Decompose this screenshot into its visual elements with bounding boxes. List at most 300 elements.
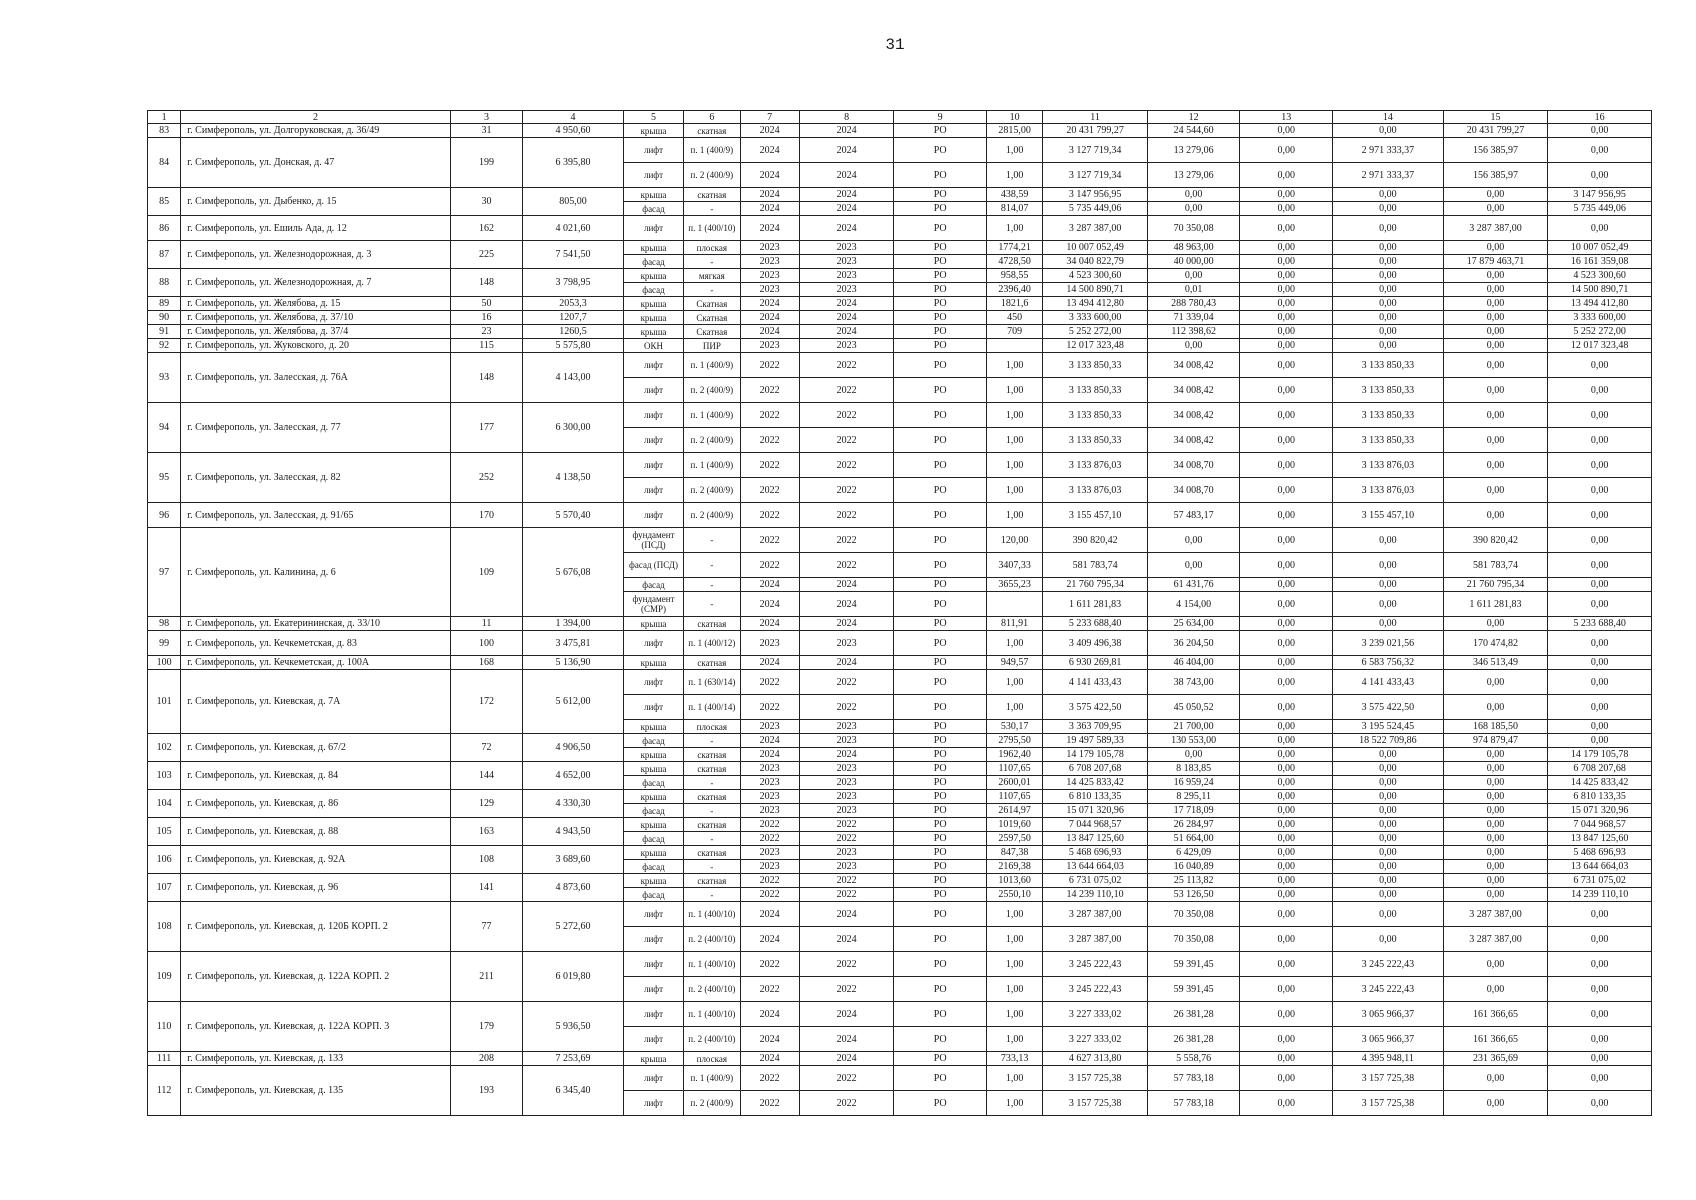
table-cell: 2023: [740, 846, 799, 860]
address-cell: г. Симферополь, ул. Екатерининская, д. 33/10: [181, 617, 451, 631]
table-cell: 3 065 966,37: [1333, 1002, 1444, 1027]
table-cell: 2024: [740, 578, 799, 592]
table-cell: 1,00: [986, 428, 1042, 453]
table-cell: крыша: [623, 325, 683, 339]
table-cell: 2022: [799, 553, 894, 578]
row-number-cell: 109: [148, 952, 181, 1002]
address-cell: г. Симферополь, ул. Дыбенко, д. 15: [181, 188, 451, 216]
table-cell: 17 718,09: [1147, 804, 1240, 818]
table-cell: 100: [450, 631, 522, 656]
table-cell: 0,00: [1333, 818, 1444, 832]
table-cell: 3 147 956,95: [1043, 188, 1148, 202]
table-cell: 1,00: [986, 1091, 1042, 1116]
table-cell: 2024: [740, 1027, 799, 1052]
table-cell: 2022: [799, 695, 894, 720]
table-cell: 0,00: [1333, 241, 1444, 255]
table-cell: 21 760 795,34: [1043, 578, 1148, 592]
table-cell: 3 245 222,43: [1043, 977, 1148, 1002]
table-cell: 8 295,11: [1147, 790, 1240, 804]
table-cell: 1,00: [986, 216, 1042, 241]
table-cell: -: [684, 888, 740, 902]
table-row: [148, 297, 1652, 311]
table-cell: 14 500 890,71: [1548, 283, 1652, 297]
table-cell: 2 971 333,37: [1333, 138, 1444, 163]
table-cell: 4 523 300,60: [1043, 269, 1148, 283]
table-cell: 38 743,00: [1147, 670, 1240, 695]
table-cell: лифт: [623, 1002, 683, 1027]
row-number-cell: 88: [148, 269, 181, 297]
table-row: [148, 124, 1652, 138]
table-cell: 0,00: [1240, 734, 1333, 748]
table-cell: 0,00: [1240, 720, 1333, 734]
table-cell: РО: [894, 578, 987, 592]
table-cell: крыша: [623, 297, 683, 311]
row-number-cell: 83: [148, 124, 181, 138]
table-cell: 2023: [799, 762, 894, 776]
table-cell: фундамент (СМР): [623, 592, 683, 617]
table-cell: 3 287 387,00: [1443, 902, 1548, 927]
table-cell: 4 950,60: [523, 124, 624, 138]
table-cell: фасад: [623, 860, 683, 874]
table-cell: 0,00: [1333, 297, 1444, 311]
table-cell: 1107,65: [986, 790, 1042, 804]
table-cell: 2023: [740, 776, 799, 790]
table-cell: 10 007 052,49: [1548, 241, 1652, 255]
table-cell: крыша: [623, 188, 683, 202]
table-cell: 70 350,08: [1147, 927, 1240, 952]
column-number: 7: [740, 111, 799, 124]
table-cell: 0,00: [1240, 762, 1333, 776]
address-cell: г. Симферополь, ул. Залесская, д. 91/65: [181, 503, 451, 528]
table-cell: 346 513,49: [1443, 656, 1548, 670]
table-cell: 733,13: [986, 1052, 1042, 1066]
table-cell: 4 906,50: [523, 734, 624, 762]
table-cell: 2597,50: [986, 832, 1042, 846]
table-cell: 2795,50: [986, 734, 1042, 748]
table-cell: п. 1 (400/10): [684, 1002, 740, 1027]
table-cell: 0,00: [1443, 874, 1548, 888]
table-cell: 6 345,40: [523, 1066, 624, 1116]
table-cell: 1013,60: [986, 874, 1042, 888]
table-cell: РО: [894, 748, 987, 762]
table-cell: 6 810 133,35: [1548, 790, 1652, 804]
table-cell: РО: [894, 216, 987, 241]
table-cell: -: [684, 734, 740, 748]
table-row: [148, 138, 1652, 163]
table-cell: 211: [450, 952, 522, 1002]
table-cell: п. 1 (400/12): [684, 631, 740, 656]
table-cell: РО: [894, 656, 987, 670]
table-cell: 40 000,00: [1147, 255, 1240, 269]
column-number: 15: [1443, 111, 1548, 124]
column-number: 4: [523, 111, 624, 124]
table-cell: РО: [894, 138, 987, 163]
table-cell: 0,00: [1240, 339, 1333, 353]
table-cell: -: [684, 553, 740, 578]
column-number: 11: [1043, 111, 1148, 124]
table-cell: 0,00: [1548, 631, 1652, 656]
table-cell: лифт: [623, 378, 683, 403]
table-cell: 2023: [740, 860, 799, 874]
table-cell: 0,00: [1240, 378, 1333, 403]
table-cell: 0,00: [1240, 528, 1333, 553]
table-cell: 2023: [799, 339, 894, 353]
table-cell: 3 133 876,03: [1333, 478, 1444, 503]
row-number-cell: 102: [148, 734, 181, 762]
table-cell: Скатная: [684, 297, 740, 311]
table-cell: 0,00: [1240, 695, 1333, 720]
table-cell: 13 279,06: [1147, 163, 1240, 188]
table-cell: 3407,33: [986, 553, 1042, 578]
table-cell: 34 040 822,79: [1043, 255, 1148, 269]
table-cell: РО: [894, 832, 987, 846]
table-cell: 949,57: [986, 656, 1042, 670]
table-cell: скатная: [684, 656, 740, 670]
table-cell: 0,00: [1240, 846, 1333, 860]
table-cell: 0,00: [1240, 790, 1333, 804]
table-cell: 2022: [740, 503, 799, 528]
table-cell: РО: [894, 269, 987, 283]
table-cell: 162: [450, 216, 522, 241]
table-cell: 2022: [740, 1091, 799, 1116]
table-cell: 2024: [740, 163, 799, 188]
table-cell: 0,00: [1548, 453, 1652, 478]
row-number-cell: 86: [148, 216, 181, 241]
table-cell: 3 333 600,00: [1043, 311, 1148, 325]
table-cell: 1019,60: [986, 818, 1042, 832]
table-cell: -: [684, 860, 740, 874]
table-cell: 0,00: [1548, 927, 1652, 952]
table-cell: РО: [894, 241, 987, 255]
address-cell: г. Симферополь, ул. Желябова, д. 15: [181, 297, 451, 311]
table-cell: РО: [894, 888, 987, 902]
table-cell: 4 652,00: [523, 762, 624, 790]
table-cell: 2022: [799, 478, 894, 503]
table-row: [148, 188, 1652, 202]
table-cell: 2053,3: [523, 297, 624, 311]
table-cell: 0,00: [1333, 888, 1444, 902]
table-cell: 2024: [799, 592, 894, 617]
table-cell: 0,00: [1443, 188, 1548, 202]
table-cell: 0,00: [1443, 241, 1548, 255]
table-cell: 13 494 412,80: [1043, 297, 1148, 311]
table-cell: 0,00: [1443, 1091, 1548, 1116]
row-number-cell: 89: [148, 297, 181, 311]
table-cell: 14 239 110,10: [1548, 888, 1652, 902]
table-cell: плоская: [684, 720, 740, 734]
table-cell: скатная: [684, 874, 740, 888]
table-cell: 3 227 333,02: [1043, 1002, 1148, 1027]
table-cell: 46 404,00: [1147, 656, 1240, 670]
table-cell: 2024: [740, 325, 799, 339]
table-cell: 709: [986, 325, 1042, 339]
row-number-cell: 103: [148, 762, 181, 790]
address-cell: г. Симферополь, ул. Киевская, д. 122А КОРП. 2: [181, 952, 451, 1002]
table-cell: 0,00: [1443, 1066, 1548, 1091]
table-cell: 5 558,76: [1147, 1052, 1240, 1066]
table-cell: фасад: [623, 888, 683, 902]
table-cell: п. 1 (400/9): [684, 403, 740, 428]
table-cell: 20 431 799,27: [1043, 124, 1148, 138]
table-cell: 0,00: [1240, 888, 1333, 902]
table-cell: 2024: [799, 124, 894, 138]
table-cell: 148: [450, 353, 522, 403]
table-cell: лифт: [623, 453, 683, 478]
table-cell: 16 959,24: [1147, 776, 1240, 790]
table-cell: РО: [894, 670, 987, 695]
row-number-cell: 85: [148, 188, 181, 216]
table-cell: 53 126,50: [1147, 888, 1240, 902]
table-cell: скатная: [684, 748, 740, 762]
table-cell: 0,00: [1333, 846, 1444, 860]
table-cell: 2022: [799, 1066, 894, 1091]
table-cell: 16 161 359,08: [1548, 255, 1652, 269]
table-cell: 2023: [799, 283, 894, 297]
table-row: [148, 846, 1652, 860]
table-row: [148, 670, 1652, 695]
table-row: [148, 311, 1652, 325]
table-row: [148, 902, 1652, 927]
table-cell: 3 245 222,43: [1333, 977, 1444, 1002]
address-cell: г. Симферополь, ул. Железнодорожная, д. 3: [181, 241, 451, 269]
table-cell: 13 644 664,03: [1043, 860, 1148, 874]
column-number: 10: [986, 111, 1042, 124]
table-cell: 170: [450, 503, 522, 528]
table-cell: 1,00: [986, 927, 1042, 952]
table-cell: РО: [894, 1002, 987, 1027]
table-cell: 120,00: [986, 528, 1042, 553]
table-cell: 14 179 105,78: [1548, 748, 1652, 762]
table-cell: 2022: [740, 528, 799, 553]
table-cell: плоская: [684, 241, 740, 255]
table-cell: 0,00: [1240, 804, 1333, 818]
page-number: 31: [885, 36, 905, 54]
table-cell: -: [684, 202, 740, 216]
table-cell: 5 468 696,93: [1548, 846, 1652, 860]
table-cell: 12 017 323,48: [1548, 339, 1652, 353]
table-cell: -: [684, 592, 740, 617]
table-cell: п. 1 (630/14): [684, 670, 740, 695]
table-cell: 0,00: [1333, 902, 1444, 927]
table-cell: фасад: [623, 283, 683, 297]
table-cell: 450: [986, 311, 1042, 325]
table-row: [148, 353, 1652, 378]
table-cell: 0,00: [1443, 846, 1548, 860]
table-cell: 18 522 709,86: [1333, 734, 1444, 748]
table-cell: РО: [894, 804, 987, 818]
table-cell: 390 820,42: [1043, 528, 1148, 553]
table-cell: п. 1 (400/10): [684, 902, 740, 927]
table-cell: 1,00: [986, 1002, 1042, 1027]
table-cell: 0,00: [1443, 748, 1548, 762]
table-cell: 0,00: [1240, 325, 1333, 339]
table-cell: 0,01: [1147, 283, 1240, 297]
table-cell: 0,00: [1333, 776, 1444, 790]
table-cell: 0,00: [1333, 748, 1444, 762]
table-cell: крыша: [623, 124, 683, 138]
table-cell: 179: [450, 1002, 522, 1052]
table-cell: 0,00: [1548, 578, 1652, 592]
table-cell: 2023: [799, 255, 894, 269]
table-cell: 14 425 833,42: [1043, 776, 1148, 790]
table-cell: 168: [450, 656, 522, 670]
table-cell: 34 008,70: [1147, 478, 1240, 503]
table-row: [148, 874, 1652, 888]
table-cell: -: [684, 255, 740, 269]
table-cell: 3 133 850,33: [1333, 428, 1444, 453]
table-cell: Скатная: [684, 311, 740, 325]
table-cell: 16: [450, 311, 522, 325]
table-cell: 2022: [740, 453, 799, 478]
table-row: [148, 528, 1652, 553]
table-cell: 57 783,18: [1147, 1066, 1240, 1091]
table-cell: 2024: [799, 138, 894, 163]
table-cell: 0,00: [1240, 311, 1333, 325]
table-cell: 51 664,00: [1147, 832, 1240, 846]
table-cell: 1,00: [986, 163, 1042, 188]
table-cell: 1,00: [986, 631, 1042, 656]
table-cell: 5 272,60: [523, 902, 624, 952]
table-cell: РО: [894, 952, 987, 977]
table-cell: 144: [450, 762, 522, 790]
row-number-cell: 94: [148, 403, 181, 453]
table-cell: 5 612,00: [523, 670, 624, 734]
table-cell: крыша: [623, 846, 683, 860]
table-cell: РО: [894, 553, 987, 578]
table-cell: 2614,97: [986, 804, 1042, 818]
table-cell: 0,00: [1333, 762, 1444, 776]
table-cell: 0,00: [1548, 428, 1652, 453]
table-cell: 2024: [799, 1002, 894, 1027]
table-cell: 0,00: [1443, 762, 1548, 776]
table-cell: 231 365,69: [1443, 1052, 1548, 1066]
table-cell: 2022: [799, 453, 894, 478]
table-cell: 2022: [740, 952, 799, 977]
table-cell: РО: [894, 311, 987, 325]
table-cell: РО: [894, 378, 987, 403]
table-cell: 0,00: [1147, 188, 1240, 202]
table-cell: 0,00: [1443, 378, 1548, 403]
table-cell: 0,00: [1240, 656, 1333, 670]
table-cell: скатная: [684, 188, 740, 202]
address-cell: г. Симферополь, ул. Кечкеметская, д. 100А: [181, 656, 451, 670]
table-cell: 7 044 968,57: [1043, 818, 1148, 832]
table-cell: 0,00: [1240, 578, 1333, 592]
column-number: 2: [181, 111, 451, 124]
table-cell: 0,00: [1443, 804, 1548, 818]
table-cell: 0,00: [1147, 202, 1240, 216]
table-cell: 2022: [740, 428, 799, 453]
table-cell: 0,00: [1240, 748, 1333, 762]
table-cell: фасад: [623, 776, 683, 790]
table-cell: 0,00: [1548, 952, 1652, 977]
table-cell: п. 2 (400/9): [684, 1091, 740, 1116]
row-number-cell: 92: [148, 339, 181, 353]
table-cell: 6 708 207,68: [1043, 762, 1148, 776]
table-cell: 0,00: [1548, 1066, 1652, 1091]
table-cell: 0,00: [1443, 339, 1548, 353]
table-cell: -: [684, 804, 740, 818]
table-cell: 7 541,50: [523, 241, 624, 269]
table-cell: 2024: [799, 202, 894, 216]
table-cell: 0,00: [1443, 311, 1548, 325]
table-cell: лифт: [623, 670, 683, 695]
table-cell: п. 2 (400/9): [684, 163, 740, 188]
row-number-cell: 111: [148, 1052, 181, 1066]
table-cell: 1107,65: [986, 762, 1042, 776]
table-cell: 7 253,69: [523, 1052, 624, 1066]
table-row: [148, 503, 1652, 528]
table-cell: крыша: [623, 617, 683, 631]
table-cell: 0,00: [1548, 720, 1652, 734]
table-cell: 2023: [799, 734, 894, 748]
table-cell: крыша: [623, 762, 683, 776]
table-cell: 0,00: [1548, 503, 1652, 528]
table-cell: п. 1 (400/9): [684, 1066, 740, 1091]
table-cell: 0,00: [1443, 617, 1548, 631]
table-cell: 112 398,62: [1147, 325, 1240, 339]
table-cell: 129: [450, 790, 522, 818]
table-cell: 0,00: [1548, 124, 1652, 138]
table-cell: РО: [894, 977, 987, 1002]
table-cell: 2022: [799, 503, 894, 528]
table-cell: скатная: [684, 124, 740, 138]
table-cell: 0,00: [1443, 952, 1548, 977]
table-cell: 2024: [740, 656, 799, 670]
table-cell: 20 431 799,27: [1443, 124, 1548, 138]
table-cell: 0,00: [1443, 202, 1548, 216]
table-cell: 13 644 664,03: [1548, 860, 1652, 874]
table-cell: РО: [894, 428, 987, 453]
column-number: 16: [1548, 111, 1652, 124]
table-cell: 11: [450, 617, 522, 631]
table-cell: 2022: [740, 874, 799, 888]
table-cell: крыша: [623, 656, 683, 670]
table-cell: 0,00: [1240, 283, 1333, 297]
table-cell: 4 154,00: [1147, 592, 1240, 617]
table-cell: 0,00: [1240, 241, 1333, 255]
table-cell: 15 071 320,96: [1043, 804, 1148, 818]
table-cell: 1207,7: [523, 311, 624, 325]
table-cell: 6 019,80: [523, 952, 624, 1002]
table-cell: 2024: [740, 1002, 799, 1027]
table-cell: 14 500 890,71: [1043, 283, 1148, 297]
table-cell: лифт: [623, 1027, 683, 1052]
table-cell: 6 731 075,02: [1548, 874, 1652, 888]
table-cell: 0,00: [1333, 804, 1444, 818]
address-cell: г. Симферополь, ул. Киевская, д. 84: [181, 762, 451, 790]
table-cell: 0,00: [1240, 553, 1333, 578]
table-cell: 3 287 387,00: [1043, 902, 1148, 927]
table-cell: 2 971 333,37: [1333, 163, 1444, 188]
table-cell: 0,00: [1240, 478, 1333, 503]
table-cell: 5 676,08: [523, 528, 624, 617]
address-cell: г. Симферополь, ул. Долгоруковская, д. 36/49: [181, 124, 451, 138]
table-cell: 3 575 422,50: [1043, 695, 1148, 720]
table-row: [148, 734, 1652, 748]
table-cell: 3 133 876,03: [1043, 478, 1148, 503]
table-cell: 1774,21: [986, 241, 1042, 255]
table-row: [148, 325, 1652, 339]
table-row: [148, 656, 1652, 670]
table-cell: 530,17: [986, 720, 1042, 734]
table-cell: 2024: [799, 297, 894, 311]
table-cell: 26 381,28: [1147, 1027, 1240, 1052]
table-cell: 34 008,42: [1147, 378, 1240, 403]
table-cell: 1821,6: [986, 297, 1042, 311]
table-cell: 208: [450, 1052, 522, 1066]
table-cell: 3 333 600,00: [1548, 311, 1652, 325]
